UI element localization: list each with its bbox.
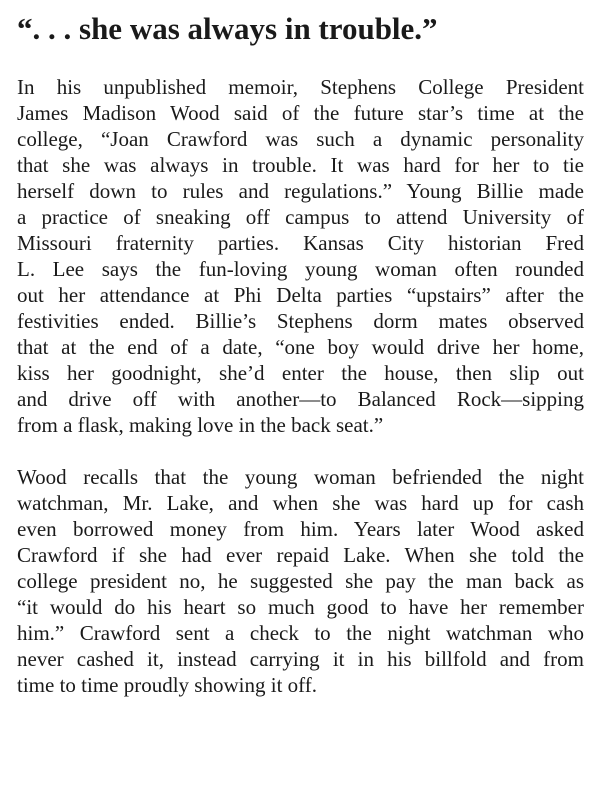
text-line: time to time proudly showing it off. (17, 673, 318, 697)
text-line: L. Lee says the fun-loving young woman often rounded (17, 257, 584, 281)
text-line: watchman, Mr. Lake, and when she was hard up for cash (17, 491, 584, 515)
text-line: Crawford if she had ever repaid Lake. When she told the (17, 543, 584, 567)
text-line: James Madison Wood said of the future star’s time at the (17, 101, 584, 125)
text-line: herself down to rules and regulations.” Young Billie made (17, 179, 584, 203)
document-page (17, 10, 584, 698)
text-line: “it would do his heart so much good to have her remember (17, 595, 584, 619)
paragraph-1 (17, 74, 584, 438)
text-line: college, “Joan Crawford was such a dynamic personality (17, 127, 584, 151)
text-line: college president no, he suggested she pay the man back as (17, 569, 584, 593)
text-line: Missouri fraternity parties. Kansas City historian Fred (17, 231, 584, 255)
paragraph-spacer (17, 438, 584, 464)
page-title: “. . . she was always in trouble.” (17, 11, 438, 46)
text-line: Wood recalls that the young woman befriended the night (17, 465, 584, 489)
text-line: never cashed it, instead carrying it in his billfold and from (17, 647, 584, 671)
text-line: that at the end of a date, “one boy would drive her home, (17, 335, 584, 359)
text-line: that she was always in trouble. It was hard for her to tie (17, 153, 584, 177)
text-line: and drive off with another—to Balanced Rock—sipping (17, 387, 584, 411)
text-line: out her attendance at Phi Delta parties “upstairs” after the (17, 283, 584, 307)
text-line: festivities ended. Billie’s Stephens dorm mates observed (17, 309, 584, 333)
text-line: a practice of sneaking off campus to attend University of (17, 205, 584, 229)
text-line: from a flask, making love in the back seat.” (17, 413, 384, 437)
text-line: him.” Crawford sent a check to the night watchman who (17, 621, 584, 645)
text-line: even borrowed money from him. Years later Wood asked (17, 517, 584, 541)
paragraph-2 (17, 464, 584, 698)
text-line: kiss her goodnight, she’d enter the house, then slip out (17, 361, 584, 385)
text-line: In his unpublished memoir, Stephens College President (17, 75, 584, 99)
